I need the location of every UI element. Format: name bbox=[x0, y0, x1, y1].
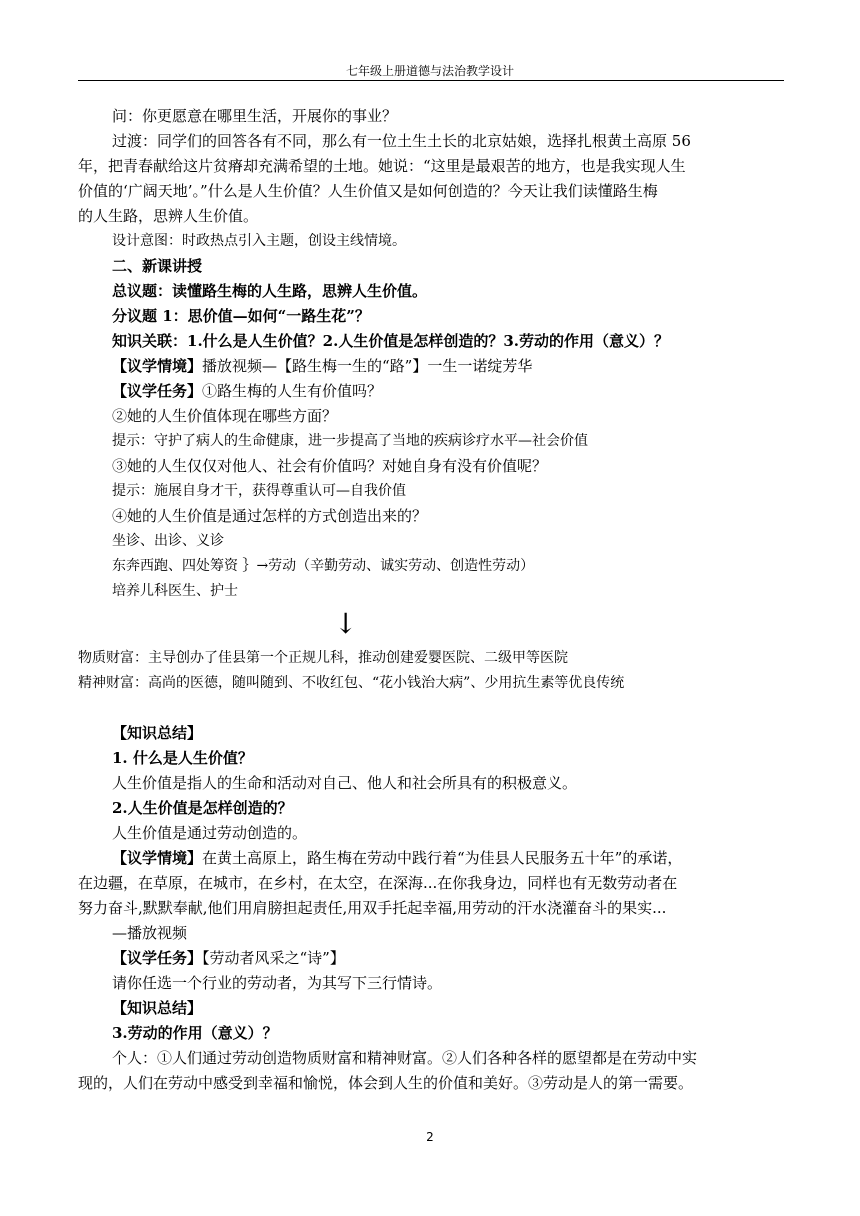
task-question: ④她的人生价值是通过怎样的方式创造出来的？ bbox=[112, 507, 428, 525]
task-text: 【劳动者风采之“诗”】 bbox=[202, 949, 345, 967]
summary-question: 3.劳动的作用（意义）？ bbox=[112, 1024, 278, 1042]
hint-line: 提示：施展自身才干，获得尊重认可—自我价值 bbox=[112, 483, 406, 499]
transition-line: 过渡：同学们的回答各有不同，那么有一位土生土长的北京姑娘，选择扎根黄土高原 56 bbox=[112, 132, 691, 150]
video-note: —播放视频 bbox=[112, 924, 188, 942]
task-tag: 【议学任务】 bbox=[112, 382, 203, 400]
paragraph-line: 年，把青春献给这片贫瘠却充满希望的土地。她说：“这里是最艰苦的地方，也是我实现人生 bbox=[78, 157, 686, 175]
task-question: ③她的人生仅仅对他人、社会有价值吗？对她自身有没有价值呢？ bbox=[112, 457, 548, 475]
header-rule bbox=[78, 80, 784, 81]
paragraph-line: 在边疆，在草原，在城市，在乡村，在太空，在深海...在你我身边，同样也有无数劳动者在 bbox=[78, 874, 678, 892]
task-instruction: 请你任选一个行业的劳动者，为其写下三行情诗。 bbox=[112, 974, 443, 992]
task-question: ②她的人生价值体现在哪些方面？ bbox=[112, 407, 338, 425]
summary-heading: 【知识总结】 bbox=[112, 724, 203, 742]
paragraph-line: 现的，人们在劳动中感受到幸福和愉悦，体会到人生的价值和美好。③劳动是人的第一需要。 bbox=[78, 1074, 694, 1092]
labor-item: 培养儿科医生、护士 bbox=[112, 583, 238, 599]
task-line bbox=[112, 380, 824, 402]
page-header: 七年级上册道德与法治教学设计 bbox=[345, 64, 514, 78]
section-heading: 二、新课讲授 bbox=[112, 257, 203, 275]
scenario-tag: 【议学情境】 bbox=[112, 849, 203, 867]
task-text: ①路生梅的人生有价值吗？ bbox=[202, 382, 383, 400]
spiritual-wealth: 精神财富：高尚的医德，随叫随到、不收红包、“花小钱治大病”、少用抗生素等优良传统 bbox=[78, 675, 625, 691]
paragraph-line: 的人生路，思辨人生价值。 bbox=[78, 207, 259, 225]
summary-heading: 【知识总结】 bbox=[112, 999, 203, 1017]
page-number: 2 bbox=[426, 1130, 434, 1144]
summary-answer: 人生价值是通过劳动创造的。 bbox=[112, 824, 308, 842]
paragraph-line: 个人：①人们通过劳动创造物质财富和精神财富。②人们各种各样的愿望都是在劳动中实 bbox=[112, 1049, 698, 1067]
material-wealth: 物质财富：主导创办了佳县第一个正规儿科，推动创建爱婴医院、二级甲等医院 bbox=[78, 650, 568, 666]
labor-item: 东奔西跑、四处筹资 ｝→劳动（辛勤劳动、诚实劳动、创造性劳动） bbox=[112, 558, 535, 574]
scenario-tag: 【议学情境】 bbox=[112, 357, 203, 375]
main-topic: 总议题：读懂路生梅的人生路，思辨人生价值。 bbox=[112, 282, 428, 300]
summary-answer: 人生价值是指人的生命和活动对自己、他人和社会所具有的积极意义。 bbox=[112, 774, 578, 792]
down-arrow-icon: ↓ bbox=[334, 607, 358, 640]
scenario-text: 播放视频—【路生梅一生的“路”】一生一诺绽芳华 bbox=[202, 357, 533, 375]
paragraph-line: 努力奋斗,默默奉献,他们用肩膀担起责任,用双手托起幸福,用劳动的汗水浇灌奋斗的果实... bbox=[78, 899, 667, 917]
scenario-text: 在黄土高原上，路生梅在劳动中践行着“为佳县人民服务五十年”的承诺， bbox=[202, 849, 683, 867]
task-tag: 【议学任务】 bbox=[112, 949, 203, 967]
labor-item: 坐诊、出诊、义诊 bbox=[112, 533, 224, 549]
scenario-line bbox=[112, 355, 824, 377]
sub-topic: 分议题 1：思价值—如何“一路生花”？ bbox=[112, 307, 370, 325]
hint-line: 提示：守护了病人的生命健康，进一步提高了当地的疾病诊疗水平—社会价值 bbox=[112, 433, 588, 449]
paragraph-line: 价值的‘广阔天地’。”什么是人生价值？人生价值又是如何创造的？今天让我们读懂路生梅 bbox=[78, 182, 658, 200]
scenario-line bbox=[112, 847, 824, 869]
question-line: 问：你更愿意在哪里生活，开展你的事业？ bbox=[112, 107, 398, 125]
task-line bbox=[112, 947, 824, 969]
design-intent: 设计意图：时政热点引入主题，创设主线情境。 bbox=[112, 233, 406, 249]
knowledge-link: 知识关联：1.什么是人生价值？2.人生价值是怎样创造的？3.劳动的作用（意义）？ bbox=[112, 332, 669, 350]
summary-question: 2.人生价值是怎样创造的？ bbox=[112, 799, 293, 817]
summary-question: 1. 什么是人生价值？ bbox=[112, 749, 253, 767]
